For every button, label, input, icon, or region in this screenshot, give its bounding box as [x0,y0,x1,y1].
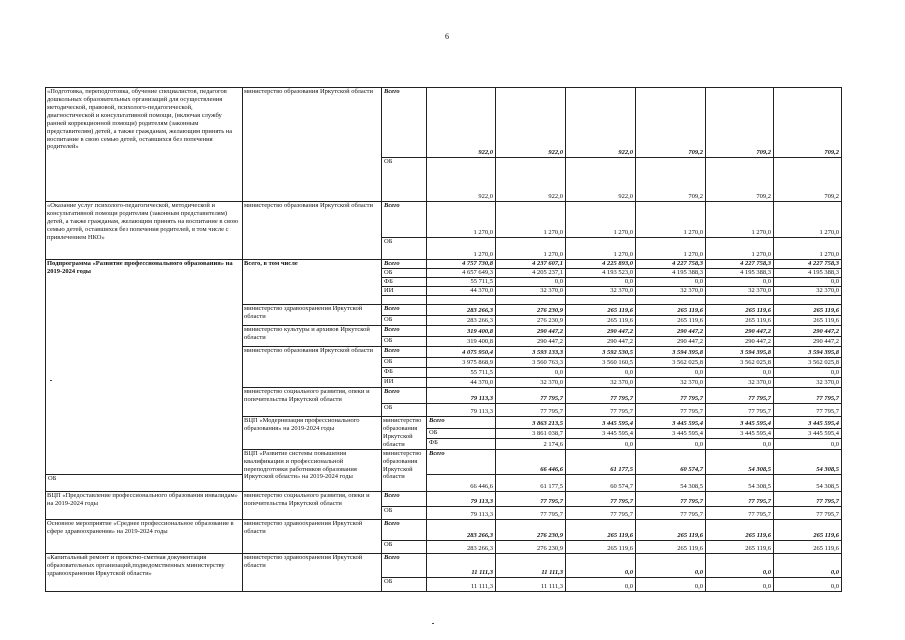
year-value-cell: 77 795,7 [774,491,842,506]
year-value-cell: 319 400,8 [427,326,496,337]
table-row [46,491,842,506]
year-value-cell: 77 795,7 [706,491,774,506]
funding-source-cell: Всего [382,202,427,238]
year-value-cell: 54 308,5 [774,449,842,474]
funding-source-cell: ИИ [382,287,427,296]
year-value-cell [706,296,774,305]
year-value-cell: 1 270,0 [427,202,496,238]
year-value-cell: 4 075 950,4 [427,347,496,358]
year-value-cell: 265 119,6 [636,519,706,540]
table-row [46,474,842,491]
year-value-cell: 319 400,8 [427,337,496,347]
measure-name-cell: Подпрограмма «Развитие профессионального образования» на 2019-2024 годы [46,260,243,475]
year-value-cell: 77 795,7 [566,491,636,506]
year-value-cell: 0,0 [566,439,636,450]
year-value-cell: 265 119,6 [636,316,706,326]
year-value-cell: 265 119,6 [636,305,706,316]
year-value-cell: 1 270,0 [636,238,706,260]
funding-source-cell: Всего [382,326,427,337]
year-value-cell: 32 370,0 [706,378,774,388]
year-value-cell: 79 113,3 [427,491,496,506]
funding-source-cell: ОБ [46,474,243,491]
year-value-cell: 54 308,5 [774,474,842,491]
year-value-cell: 276 230,9 [496,305,566,316]
year-value-cell: 1 270,0 [496,238,566,260]
year-value-cell: 77 795,7 [636,388,706,404]
year-value-cell: 32 370,0 [566,378,636,388]
year-value-cell: 0,0 [566,368,636,378]
funding-source-cell: ОБ [382,158,427,202]
measure-name-cell: ВЦП «Развитие системы повышения квалификации и профессиональной переподготовки работников образования Иркутской области» на 2019-2024 годы [243,449,382,491]
year-value-cell: 922,0 [496,158,566,202]
table-row [46,519,842,540]
executor-cell: министерство здравоохранения Иркутской области [243,553,382,591]
funding-source-cell: ФБ [382,368,427,378]
year-value-cell: 265 119,6 [774,305,842,316]
year-value-cell: 1 270,0 [566,238,636,260]
year-value-cell: 32 370,0 [774,378,842,388]
year-value-cell: 4 205 237,1 [496,269,566,278]
year-value-cell: 32 370,0 [636,378,706,388]
year-value-cell: 3 445 595,4 [706,428,774,439]
year-value-cell: 290 447,2 [496,326,566,337]
year-value-cell: 3 445 595,4 [636,428,706,439]
year-value-cell: 276 230,9 [496,316,566,326]
year-value-cell: 276 230,9 [496,540,566,553]
year-value-cell: 77 795,7 [566,388,636,404]
year-value-cell: 290 447,2 [566,337,636,347]
year-value-cell: 55 711,5 [427,278,496,287]
year-value-cell: 4 225 893,0 [566,260,636,269]
year-value-cell: 3 594 395,8 [636,347,706,358]
year-value-cell: 55 711,5 [427,368,496,378]
year-value-cell: 4 757 730,8 [427,260,496,269]
executor-cell: министерство здравоохранения Иркутской области [243,305,382,326]
year-value-cell: 1 270,0 [706,238,774,260]
year-value-cell: 3 975 868,9 [427,358,496,368]
year-value-cell: 32 370,0 [496,378,566,388]
year-value-cell: 77 795,7 [774,404,842,417]
year-value-cell: 3 562 025,8 [774,358,842,368]
year-value-cell: 4 193 523,0 [566,269,636,278]
year-value-cell: 1 270,0 [774,202,842,238]
year-value-cell: 290 447,2 [774,337,842,347]
funding-source-cell: ФБ [382,278,427,287]
year-value-cell: 0,0 [636,368,706,378]
year-value-cell: 4 227 758,3 [774,260,842,269]
year-value-cell: 32 370,0 [636,287,706,296]
measure-name-cell: ВЦП «Предоставление профессионального образования инвалидам» на 2019-2024 годы [46,491,243,519]
measure-name-cell: «Оказание услуг психолого-педагогической, методической и консультативной помощи родителям (законным представителям) детей, а также гражданам, желающим принять на воспитание в свою семью детей, оставшихся без попечения родителей, в том числе с привлечением НКО» [46,202,243,260]
year-value-cell: 77 795,7 [496,404,566,417]
year-value-cell: 283 266,3 [427,519,496,540]
year-value-cell: 60 574,7 [636,449,706,474]
year-value-cell: 0,0 [774,553,842,577]
year-value-cell: 265 119,6 [706,305,774,316]
year-value-cell: 3 445 595,4 [566,417,636,429]
measure-name-cell: «Подготовка, переподготовка, обучение специалистов, педагогов дошкольных образовательных организаций для осуществления методической, правовой, психолого-педагогической, диагностической и консультативной помощи, (включая службу ранней коррекционной помощи) родителям (законным представителям) детей, а также гражданам, желающим принять на воспитание в свою семью детей, оставшихся без попечения родителей» [46,88,243,202]
year-value-cell: 3 445 595,4 [774,428,842,439]
year-value-cell: 709,2 [636,88,706,158]
year-value-cell: 0,0 [496,278,566,287]
year-value-cell: 265 119,6 [774,540,842,553]
year-value-cell: 0,0 [636,439,706,450]
year-value-cell [774,296,842,305]
year-value-cell: 77 795,7 [636,404,706,417]
funding-source-cell: Всего [382,260,427,269]
year-value-cell: 265 119,6 [774,316,842,326]
year-value-cell: 77 795,7 [706,388,774,404]
funding-source-cell: ОБ [382,358,427,368]
measure-name-cell: Основное мероприятие «Среднее профессиональное образование в сфере здравоохранения» на 2019-2024 годы [46,519,243,553]
year-value-cell: 0,0 [774,278,842,287]
year-value-cell: 1 270,0 [566,202,636,238]
year-value-cell: 283 266,3 [427,316,496,326]
funding-source-cell: Всего [382,553,427,577]
funding-source-cell: ОБ [382,506,427,519]
executor-cell: министерство социального развития, опеки и попечительства Иркутской области [243,388,382,417]
year-value-cell: 709,2 [706,88,774,158]
year-value-cell: 265 119,6 [566,316,636,326]
year-value-cell [496,296,566,305]
executor-cell: министерство образования Иркутской области [243,347,382,388]
table-row [46,553,842,577]
funding-source-cell: ИИ [382,378,427,388]
year-value-cell: 265 119,6 [706,540,774,553]
executor-cell: министерство культуры и архивов Иркутской области [243,326,382,347]
year-value-cell: 922,0 [427,88,496,158]
funding-source-cell: ОБ [382,337,427,347]
year-value-cell: 4 195 388,3 [774,269,842,278]
year-value-cell: 4 237 607,1 [496,260,566,269]
year-value-cell: 60 574,7 [566,474,636,491]
year-value-cell: 0,0 [706,439,774,450]
year-value-cell: 77 795,7 [566,404,636,417]
executor-cell: министерство образования Иркутской области [382,417,427,450]
year-value-cell: 77 795,7 [496,506,566,519]
measure-name-cell: ВЦП «Модернизация профессионального образования» на 2019-2024 годы [243,417,382,450]
year-value-cell: 0,0 [774,439,842,450]
year-value-cell: 77 795,7 [706,404,774,417]
year-value-cell: 265 119,6 [636,540,706,553]
year-value-cell: 0,0 [706,553,774,577]
scan-speck [432,623,434,624]
year-value-cell: 0,0 [566,553,636,577]
year-value-cell: 3 562 025,8 [636,358,706,368]
year-value-cell: 77 795,7 [496,388,566,404]
executor-cell: министерство социального развития, опеки и попечительства Иркутской области [243,491,382,519]
year-value-cell: 0,0 [566,577,636,591]
year-value-cell: 4 227 758,3 [636,260,706,269]
funding-source-cell: Всего [427,449,496,474]
scan-speck [50,380,52,381]
year-value-cell: 79 113,3 [427,506,496,519]
year-value-cell: 32 370,0 [774,287,842,296]
year-value-cell: 709,2 [636,158,706,202]
funding-source-cell [382,296,427,305]
funding-source-cell: ОБ [382,269,427,278]
year-value-cell: 3 594 395,8 [706,347,774,358]
year-value-cell: 290 447,2 [636,337,706,347]
page-number: 6 [445,32,449,41]
funding-source-cell: Всего [382,388,427,404]
year-value-cell: 0,0 [706,278,774,287]
year-value-cell: 54 308,5 [706,474,774,491]
executor-cell: министерство здравоохранения Иркутской области [243,519,382,553]
year-value-cell: 54 308,5 [636,474,706,491]
year-value-cell: 2 174,6 [496,439,566,450]
year-value-cell: 77 795,7 [496,491,566,506]
year-value-cell: 77 795,7 [774,506,842,519]
year-value-cell: 0,0 [706,368,774,378]
year-value-cell: 3 594 395,8 [774,347,842,358]
year-value-cell: 4 195 388,3 [636,269,706,278]
table-row [46,202,842,238]
funding-source-cell: ОБ [382,238,427,260]
table-row [46,260,842,269]
year-value-cell: 11 111,3 [496,577,566,591]
year-value-cell: 265 119,6 [706,519,774,540]
year-value-cell: 3 445 595,4 [706,417,774,429]
funding-source-cell: ФБ [427,439,496,450]
year-value-cell: 79 113,3 [427,404,496,417]
funding-source-cell: Всего [382,519,427,540]
executor-cell: министерство образования Иркутской области [243,88,382,202]
year-value-cell: 3 445 595,4 [636,417,706,429]
funding-source-cell: ОБ [382,316,427,326]
year-value-cell: 709,2 [774,158,842,202]
year-value-cell: 290 447,2 [706,337,774,347]
year-value-cell: 4 227 758,3 [706,260,774,269]
year-value-cell: 709,2 [706,158,774,202]
year-value-cell: 3 560 160,5 [566,358,636,368]
year-value-cell: 265 119,6 [566,519,636,540]
funding-source-cell: Всего [382,347,427,358]
year-value-cell: 1 270,0 [636,202,706,238]
table-row [46,88,842,158]
year-value-cell: 0,0 [566,278,636,287]
year-value-cell: 3 863 213,5 [496,417,566,429]
year-value-cell: 4 195 388,3 [706,269,774,278]
year-value-cell: 3 861 038,7 [496,428,566,439]
year-value-cell: 66 446,6 [427,474,496,491]
year-value-cell: 1 270,0 [706,202,774,238]
year-value-cell: 3 593 133,3 [496,347,566,358]
year-value-cell: 709,2 [774,88,842,158]
funding-source-cell: ОБ [427,428,496,439]
year-value-cell: 0,0 [774,368,842,378]
year-value-cell: 32 370,0 [566,287,636,296]
year-value-cell: 283 266,3 [427,540,496,553]
year-value-cell: 61 177,5 [566,449,636,474]
year-value-cell: 77 795,7 [636,491,706,506]
year-value-cell: 283 266,3 [427,305,496,316]
funding-source-cell: ОБ [382,404,427,417]
year-value-cell: 290 447,2 [706,326,774,337]
funding-source-cell: Всего [382,88,427,158]
executor-cell: министерство образования Иркутской области [382,449,427,491]
year-value-cell: 11 111,3 [427,553,496,577]
year-value-cell: 3 445 595,4 [566,428,636,439]
year-value-cell: 290 447,2 [496,337,566,347]
year-value-cell: 265 119,6 [706,316,774,326]
year-value-cell: 11 111,3 [427,577,496,591]
year-value-cell: 61 177,5 [496,474,566,491]
year-value-cell: 66 446,6 [496,449,566,474]
year-value-cell: 77 795,7 [636,506,706,519]
year-value-cell: 32 370,0 [496,287,566,296]
funding-source-cell: Всего [382,305,427,316]
year-value-cell: 77 795,7 [566,506,636,519]
budget-table [45,87,842,592]
year-value-cell: 3 592 530,5 [566,347,636,358]
year-value-cell: 0,0 [774,577,842,591]
year-value-cell: 922,0 [427,158,496,202]
year-value-cell: 290 447,2 [636,326,706,337]
year-value-cell: 265 119,6 [566,305,636,316]
year-value-cell: 0,0 [636,553,706,577]
year-value-cell: 0,0 [636,278,706,287]
year-value-cell [566,296,636,305]
year-value-cell: 32 370,0 [706,287,774,296]
year-value-cell: 54 308,5 [706,449,774,474]
year-value-cell: 1 270,0 [427,238,496,260]
funding-source-cell: ОБ [382,577,427,591]
funding-source-cell: Всего [427,417,496,429]
year-value-cell: 77 795,7 [706,506,774,519]
year-value-cell: 0,0 [496,368,566,378]
year-value-cell: 922,0 [566,88,636,158]
table-body [46,88,842,592]
year-value-cell: 290 447,2 [774,326,842,337]
year-value-cell: 3 560 763,3 [496,358,566,368]
year-value-cell: 44 370,0 [427,378,496,388]
year-value-cell: 1 270,0 [774,238,842,260]
year-value-cell: 276 230,9 [496,519,566,540]
year-value-cell: 922,0 [566,158,636,202]
year-value-cell: 290 447,2 [566,326,636,337]
year-value-cell: 922,0 [496,88,566,158]
year-value-cell [427,296,496,305]
year-value-cell: 4 657 649,3 [427,269,496,278]
year-value-cell: 265 119,6 [566,540,636,553]
year-value-cell: 3 562 025,8 [706,358,774,368]
year-value-cell: 44 370,0 [427,287,496,296]
year-value-cell: 3 445 595,4 [774,417,842,429]
year-value-cell [636,296,706,305]
year-value-cell: 77 795,7 [774,388,842,404]
year-value-cell: 265 119,6 [774,519,842,540]
year-value-cell: 79 113,3 [427,388,496,404]
year-value-cell: 11 111,3 [496,553,566,577]
measure-name-cell: «Капитальный ремонт и проектно-сметная документация образовательных организаций,подведомственных министерству здравоохранения Иркутской области» [46,553,243,591]
year-value-cell: 0,0 [636,577,706,591]
executor-cell: министерство образования Иркутской области [243,202,382,260]
year-value-cell: 0,0 [706,577,774,591]
year-value-cell: 1 270,0 [496,202,566,238]
funding-source-cell: Всего [382,491,427,506]
funding-source-cell: ОБ [382,540,427,553]
executor-cell: Всего, в том числе [243,260,382,305]
